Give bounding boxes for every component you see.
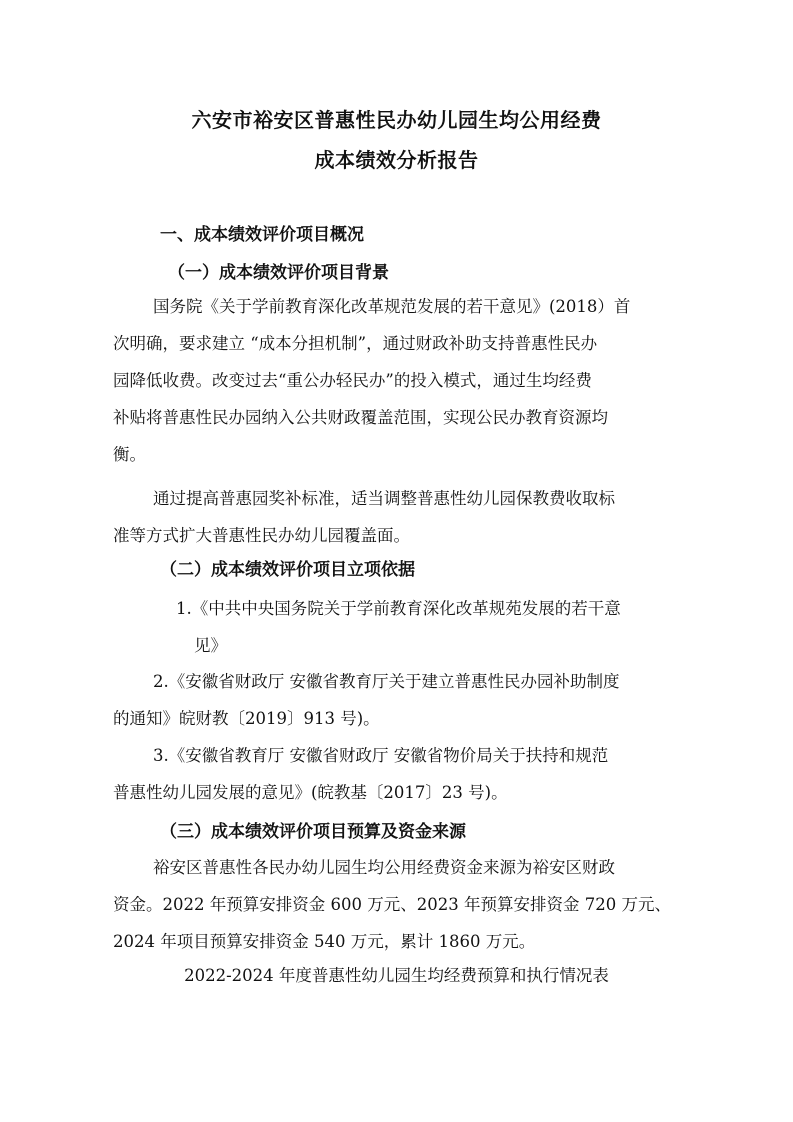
document-title-line2: 成本绩效分析报告 <box>314 148 479 172</box>
text-line: 资金。2022 年预算安排资金 600 万元、2023 年预算安排资金 720 万元、 <box>113 895 671 914</box>
basis-item-1 <box>176 590 621 664</box>
text-line: 补贴将普惠性民办园纳入公共财政覆盖范围，实现公民办教育资源均 <box>113 408 608 427</box>
basis-item-3 <box>113 737 608 811</box>
text-line: 园降低收费。改变过去“重公办轻民办”的投入模式，通过生均经费 <box>113 371 592 390</box>
document-title-line1: 六安市裕安区普惠性民办幼儿园生均公用经费 <box>191 108 602 132</box>
text-line: 的通知》皖财教〔2019〕913 号)。 <box>113 709 380 728</box>
text-line: 3.《安徽省教育厅 安徽省财政厅 安徽省物价局关于扶持和规范 <box>153 746 609 765</box>
table-caption: 2022-2024 年度普惠性幼儿园生均经费预算和执行情况表 <box>184 966 609 985</box>
section-heading-overview: 一、成本绩效评价项目概况 <box>160 225 364 245</box>
text-line: 2024 年项目预算安排资金 540 万元，累计 1860 万元。 <box>113 932 536 951</box>
background-paragraph-2 <box>113 480 615 554</box>
text-line: 1.《中共中央国务院关于学前教育深化改革规苑发展的若干意 <box>176 599 621 618</box>
text-line: 准等方式扩大普惠性民办幼儿园覆盖面。 <box>113 526 410 545</box>
budget-paragraph <box>113 849 671 960</box>
text-line: 普惠性幼儿园发展的意见》(皖教基〔2017〕23 号)。 <box>113 783 508 802</box>
text-line: 次明确，要求建立 “成本分担机制”，通过财政补助支持普惠性民办 <box>113 334 598 353</box>
text-line: 国务院《关于学前教育深化改革规范发展的若干意见》(2018）首 <box>153 297 631 316</box>
basis-item-2 <box>113 663 620 737</box>
subsection-heading-background: （一）成本绩效评价项目背景 <box>168 263 389 283</box>
text-line: 裕安区普惠性各民办幼儿园生均公用经费资金来源为裕安区财政 <box>153 858 615 877</box>
text-line: 衡。 <box>113 445 146 464</box>
subsection-heading-basis: （二）成本绩效评价项目立项依据 <box>160 560 415 580</box>
text-line: 通过提高普惠园奖补标准，适当调整普惠性幼儿园保教费收取标 <box>153 489 615 508</box>
background-paragraph-1 <box>113 288 630 473</box>
text-line: 2.《安徽省财政厅 安徽省教育厅关于建立普惠性民办园补助制度 <box>153 672 620 691</box>
subsection-heading-budget: （三）成本绩效评价项目预算及资金来源 <box>160 822 466 842</box>
text-line: 见》 <box>194 636 227 655</box>
